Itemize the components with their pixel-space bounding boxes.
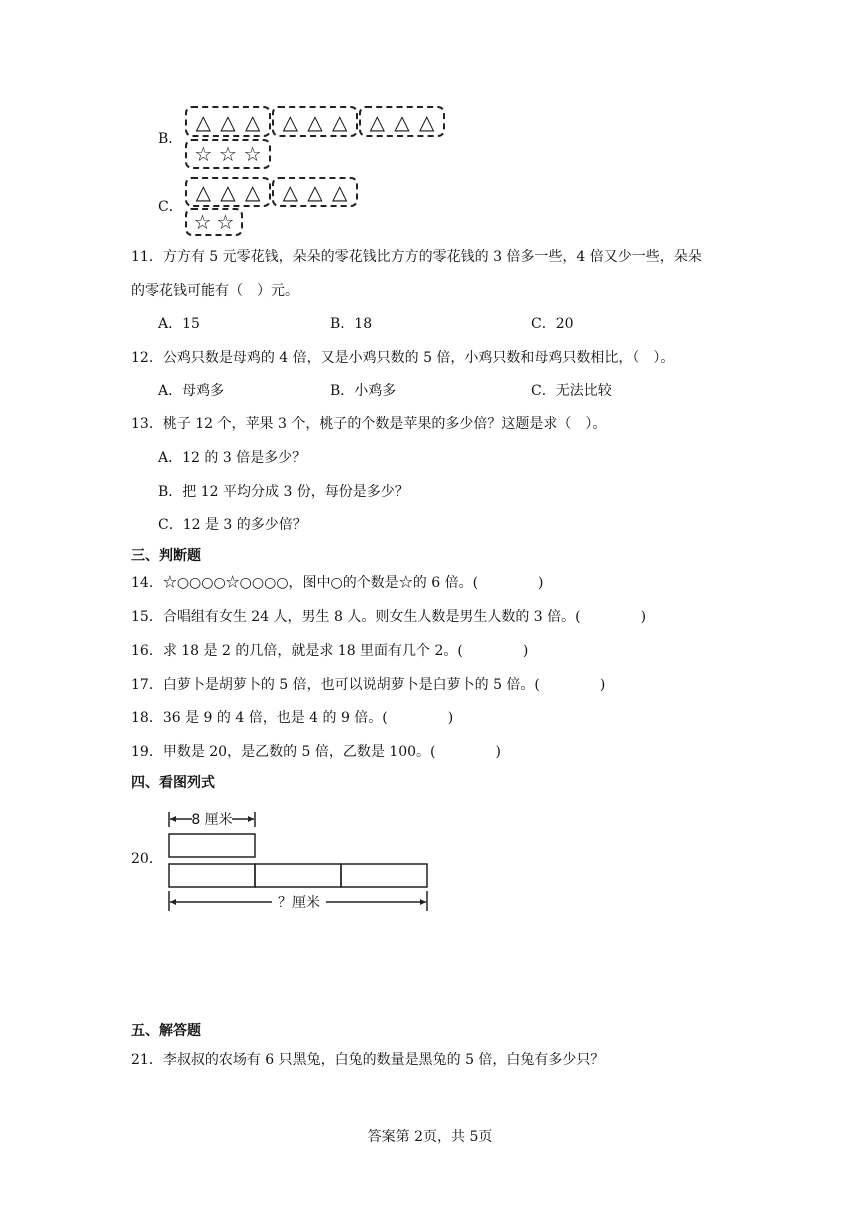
triangle-icon: △ [394, 109, 410, 134]
star-icon: ☆ [194, 142, 213, 166]
q10-option-b-triangle-box-2 [272, 106, 358, 137]
q13-option-c[interactable]: C．12 是 3 的多少倍？ [158, 517, 307, 533]
triangle-icon: △ [195, 180, 212, 204]
triangle-icon: △ [307, 109, 323, 134]
q20-number: 20. [131, 851, 154, 867]
triangle-icon: △ [220, 109, 236, 134]
q10-option-b-label: B． [158, 131, 183, 147]
section-4-title: 四、看图列式 [131, 775, 215, 791]
q14-text: 14．☆○○○○☆○○○○，图中○的个数是☆的 6 倍。( ) [131, 575, 544, 591]
q16-text: 16．求 18 是 2 的几倍，就是求 18 里面有几个 2。( ) [131, 643, 529, 659]
q11-option-c[interactable]: C．20 [531, 316, 574, 332]
triangle-icon: △ [244, 180, 261, 204]
triangle-icon: △ [418, 109, 435, 134]
q10-option-c-label: C． [158, 199, 183, 215]
q10-option-b-triangle-box-3 [359, 106, 445, 137]
q13-option-b[interactable]: B．把 12 平均分成 3 份，每份是多少？ [158, 484, 409, 500]
q10-option-b-triangle-box-1 [185, 106, 271, 137]
star-icon: ☆ [193, 210, 212, 234]
q10-option-c-triangle-box-1 [185, 177, 271, 207]
q12-text: 12．公鸡只数是母鸡的 4 倍，又是小鸡只数的 5 倍，小鸡只数和母鸡只数相比，（ ）。 [131, 350, 675, 366]
q13-option-a[interactable]: A．12 的 3 倍是多少？ [158, 450, 307, 466]
q17-text: 17．白萝卜是胡萝卜的 5 倍，也可以说胡萝卜是白萝卜的 5 倍。( ) [131, 677, 606, 693]
triangle-icon: △ [307, 180, 323, 204]
q19-text: 19．甲数是 20，是乙数的 5 倍，乙数是 100。( ) [131, 744, 501, 760]
q12-option-b[interactable]: B．小鸡多 [330, 383, 397, 399]
triangle-icon: △ [331, 180, 348, 204]
q11-text-line1: 11．方方有 5 元零花钱，朵朵的零花钱比方方的零花钱的 3 倍多一些，4 倍又少一些，朵朵 [131, 249, 702, 265]
section-5-title: 五、解答题 [131, 1023, 201, 1039]
triangle-icon: △ [369, 109, 386, 134]
q10-option-c-triangle-box-2 [272, 177, 358, 207]
triangle-icon: △ [282, 109, 299, 134]
q20-top-label: 8 厘米 [191, 812, 233, 828]
q20-line-segment-diagram [160, 805, 440, 915]
q15-text: 15．合唱组有女生 24 人，男生 8 人。则女生人数是男生人数的 3 倍。( ) [131, 609, 647, 625]
q10-option-b-star-box [185, 139, 271, 169]
star-icon: ☆ [219, 142, 237, 166]
triangle-icon: △ [282, 180, 299, 204]
q13-text: 13．桃子 12 个，苹果 3 个，桃子的个数是苹果的多少倍？这题是求（ ）。 [131, 416, 607, 432]
triangle-icon: △ [220, 180, 236, 204]
section-3-title: 三、判断题 [131, 548, 201, 564]
q21-text: 21．李叔叔的农场有 6 只黑兔，白兔的数量是黑兔的 5 倍，白兔有多少只？ [131, 1052, 605, 1068]
triangle-icon: △ [244, 109, 261, 134]
q11-text-line2: 的零花钱可能有（ ）元。 [131, 283, 299, 299]
star-icon: ☆ [243, 142, 262, 166]
q10-option-c-star-box [185, 208, 243, 236]
star-icon: ☆ [216, 210, 235, 234]
q11-option-b[interactable]: B．18 [330, 316, 373, 332]
q12-option-c[interactable]: C．无法比较 [531, 383, 612, 399]
q18-text: 18．36 是 9 的 4 倍，也是 4 的 9 倍。( ) [131, 710, 454, 726]
triangle-icon: △ [331, 109, 348, 134]
triangle-icon: △ [195, 109, 212, 134]
page-footer: 答案第 2页，共 5页 [367, 1129, 493, 1145]
q11-option-a[interactable]: A．15 [158, 316, 200, 332]
q20-bottom-label: ？厘米 [278, 895, 320, 911]
q12-option-a[interactable]: A．母鸡多 [158, 383, 225, 399]
